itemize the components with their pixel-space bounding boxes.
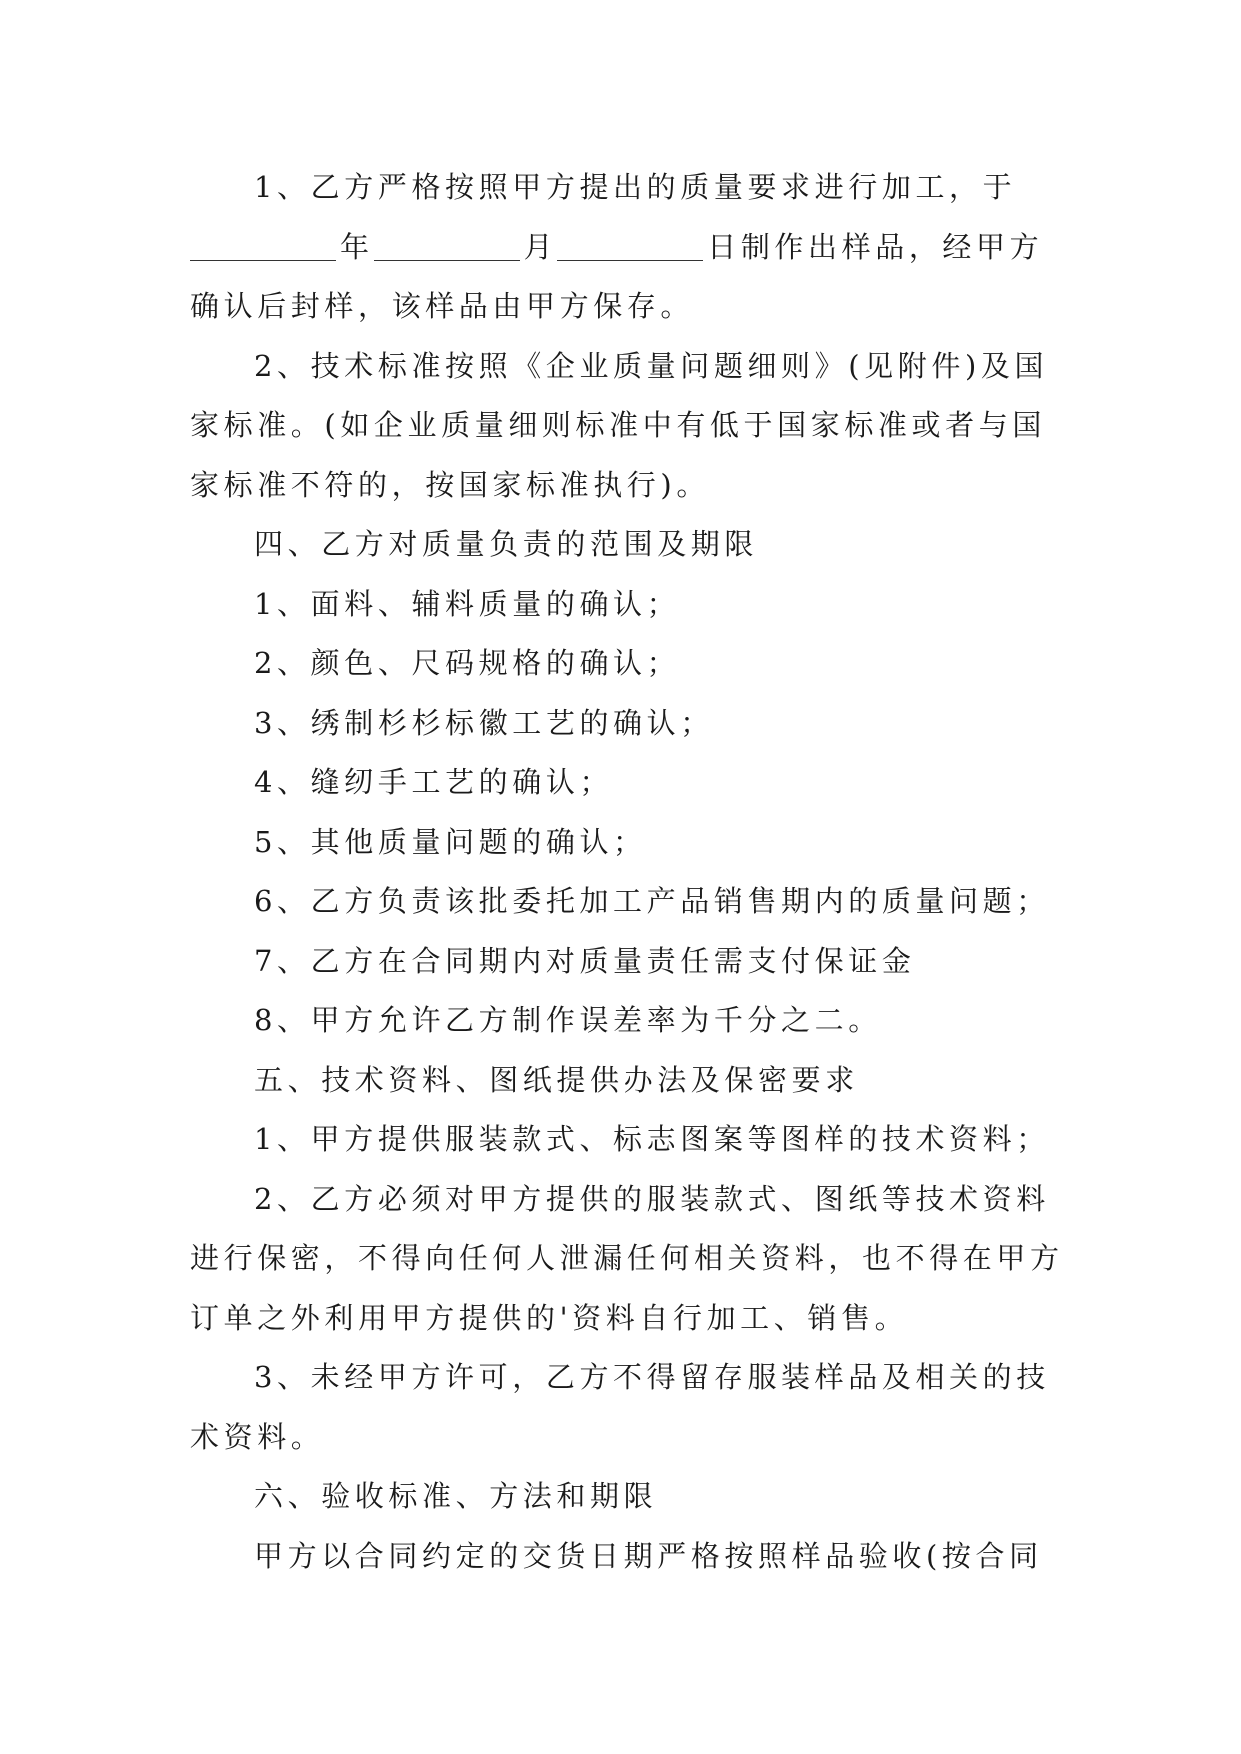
section-5-item-2-line-2: 进行保密，不得向任何人泄漏任何相关资料，也不得在甲方 <box>190 1241 1064 1275</box>
day-label-rest: 日制作出样品，经甲方 <box>707 229 1044 264</box>
section-5-item-3-line-2: 术资料。 <box>190 1419 325 1454</box>
section-5-item-2-line-3: 订单之外利用甲方提供的'资料自行加工、销售。 <box>190 1300 909 1335</box>
section-5-item-2-line-1: 2、乙方必须对甲方提供的服装款式、图纸等技术资料 <box>254 1181 1050 1216</box>
month-label: 月 <box>523 229 558 264</box>
section-4-item: 2、颜色、尺码规格的确认； <box>254 646 681 680</box>
section-4-item: 1、面料、辅料质量的确认； <box>254 586 681 621</box>
section-5-item-3-line-1: 3、未经甲方许可，乙方不得留存服装样品及相关的技 <box>254 1360 1050 1394</box>
section-4-heading: 四、乙方对质量负责的范围及期限 <box>254 527 759 561</box>
clause-3-1-line-3: 确认后封样，该样品由甲方保存。 <box>190 289 695 323</box>
section-4-item: 4、缝纫手工艺的确认； <box>254 765 614 799</box>
section-4-item: 3、绣制杉杉标徽工艺的确认； <box>254 705 714 740</box>
document-body <box>190 158 1064 1586</box>
clause-3-2-line-3: 家标准不符的，按国家标准执行)。 <box>190 467 710 502</box>
section-6-paragraph-line-1: 甲方以合同约定的交货日期严格按照样品验收(按合同 <box>254 1538 1043 1573</box>
clause-3-1-line-2 <box>190 218 1050 278</box>
section-4-item: 8、甲方允许乙方制作误差率为千分之二。 <box>254 1003 882 1037</box>
month-blank <box>374 230 520 261</box>
section-5-heading: 五、技术资料、图纸提供办法及保密要求 <box>254 1062 859 1097</box>
section-4-item: 5、其他质量问题的确认； <box>254 824 647 859</box>
year-label: 年 <box>340 229 374 264</box>
year-blank <box>190 230 336 261</box>
clause-3-1-line-1: 1、乙方严格按照甲方提出的质量要求进行加工，于 <box>254 170 1017 204</box>
section-5-item-1: 1、甲方提供服装款式、标志图案等图样的技术资料； <box>254 1122 1050 1156</box>
clause-3-2-line-1: 2、技术标准按照《企业质量问题细则》(见附件)及国 <box>254 348 1049 383</box>
section-6-heading: 六、验收标准、方法和期限 <box>254 1479 658 1513</box>
section-4-item: 6、乙方负责该批委托加工产品销售期内的质量问题； <box>254 884 1050 918</box>
day-blank <box>557 230 703 261</box>
clause-3-2-line-2: 家标准。(如企业质量细则标准中有低于国家标准或者与国 <box>190 408 1046 442</box>
section-4-item: 7、乙方在合同期内对质量责任需支付保证金 <box>254 943 916 978</box>
